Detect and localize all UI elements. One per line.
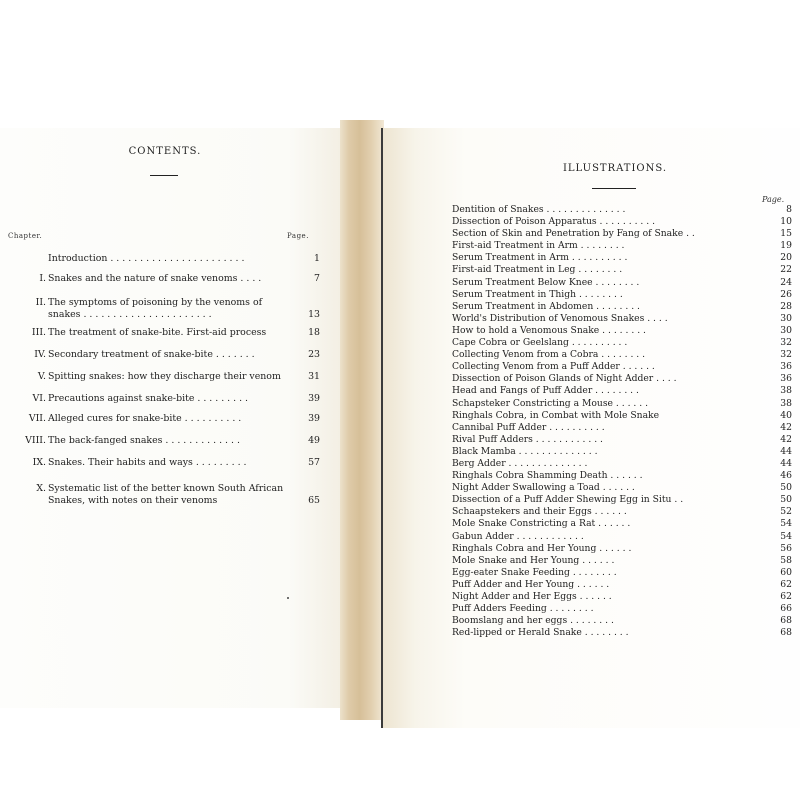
illustration-page-number: 19: [780, 240, 792, 252]
illustration-page-number: 26: [780, 288, 792, 300]
illustration-page-number: 44: [780, 457, 792, 469]
illustration-entry: [452, 337, 792, 349]
illustration-title: Collecting Venom from a Puff Adder . . . . . .: [452, 361, 655, 373]
chapter-number: IV.: [34, 349, 46, 360]
illustration-entry: [452, 410, 792, 422]
chapter-number: V.: [37, 371, 46, 382]
illustration-entry: [452, 216, 792, 228]
illustration-page-number: 60: [780, 566, 792, 578]
paper-speck: [287, 597, 289, 599]
chapter-number: VI.: [32, 393, 46, 404]
illustration-entry: [452, 494, 792, 506]
illustration-entry: [452, 349, 792, 361]
illustration-page-number: 42: [780, 421, 792, 433]
illustration-title: Dissection of Poison Glands of Night Adder . . . .: [452, 373, 677, 385]
illustration-title: Night Adder Swallowing a Toad . . . . . .: [452, 482, 635, 494]
illustration-title: Puff Adder and Her Young . . . . . .: [452, 578, 610, 590]
illustration-page-number: 38: [780, 397, 792, 409]
illustration-entry: [452, 240, 792, 252]
illustration-title: Cape Cobra or Geelslang . . . . . . . . . .: [452, 337, 628, 349]
illustrations-list: [452, 204, 792, 639]
illustration-entry: [452, 289, 792, 301]
chapter-title: The treatment of snake-bite. First-aid process: [48, 327, 267, 338]
chapter-title: Spitting snakes: how they discharge their venom: [48, 371, 281, 382]
chapter-title: Secondary treatment of snake-bite . . . . . . .: [48, 349, 255, 360]
illustrations-title-rule: [592, 188, 636, 189]
illustration-page-number: 30: [780, 324, 792, 336]
chapter-page-number: 1: [314, 253, 320, 264]
chapter-number: II.: [35, 297, 46, 308]
illustration-title: Night Adder and Her Eggs . . . . . .: [452, 591, 612, 602]
chapter-page-number: 31: [308, 371, 320, 382]
chapter-column-header: Chapter.: [8, 232, 43, 240]
illustration-title: Dissection of a Puff Adder Shewing Egg in Situ . .: [452, 494, 684, 506]
illustration-page-number: 20: [780, 252, 792, 264]
illustration-entry: [452, 506, 792, 518]
illustration-page-number: 30: [780, 312, 792, 324]
chapter-title: The back-fanged snakes . . . . . . . . . . . . .: [48, 435, 240, 446]
page-edge-line: [381, 128, 383, 728]
page-column-header: Page.: [287, 232, 309, 240]
illustration-page-number: 22: [780, 264, 792, 276]
illustration-page-number: 8: [786, 204, 792, 215]
chapter-page-number: 49: [308, 435, 320, 446]
illustration-entry: [452, 264, 792, 276]
illustration-title: Ringhals Cobra Shamming Death . . . . . .: [452, 470, 643, 482]
illustration-page-number: 62: [780, 578, 792, 590]
illustration-title: Rival Puff Adders . . . . . . . . . . . .: [452, 433, 603, 445]
illustration-page-number: 54: [780, 518, 792, 530]
illustration-page-number: 10: [780, 216, 792, 228]
illustration-entry: [452, 385, 792, 397]
illustration-entry: [452, 603, 792, 615]
chapter-page-number: 13: [308, 309, 320, 320]
illustration-page-number: 50: [780, 482, 792, 494]
illustration-page-number: 68: [780, 627, 792, 639]
chapter-number: IX.: [32, 457, 46, 468]
illustration-entry: [452, 204, 792, 216]
illustration-page-number: 54: [780, 530, 792, 542]
illustration-entry: [452, 277, 792, 289]
illustration-page-number: 15: [780, 228, 792, 240]
chapter-number: X.: [36, 483, 46, 494]
illustration-title: Schaapstekers and their Eggs . . . . . .: [452, 506, 627, 518]
illustration-entry: [452, 531, 792, 543]
illustration-page-number: 42: [780, 433, 792, 445]
illustration-title: Ringhals Cobra, in Combat with Mole Snake: [452, 409, 660, 421]
illustration-page-number: 40: [780, 409, 792, 421]
illustration-entry: [452, 228, 792, 240]
illustration-title: Serum Treatment in Abdomen . . . . . . . .: [452, 300, 640, 312]
illustration-title: Ringhals Cobra and Her Young . . . . . .: [452, 542, 632, 554]
illustration-entry: [452, 252, 792, 264]
illustration-entry: [452, 361, 792, 373]
illustration-title: Mole Snake and Her Young . . . . . .: [452, 554, 615, 566]
illustration-entry: [452, 434, 792, 446]
illustration-page-number: 32: [780, 349, 792, 361]
illustration-page-number: 56: [780, 542, 792, 554]
illustration-entry: [452, 470, 792, 482]
illustration-title: How to hold a Venomous Snake . . . . . . . .: [452, 324, 646, 336]
illustration-entry: [452, 458, 792, 470]
illustration-title: Egg-eater Snake Feeding . . . . . . . .: [452, 566, 617, 578]
illustration-page-number: 36: [780, 361, 792, 373]
illustration-title: Serum Treatment in Thigh . . . . . . . .: [452, 288, 623, 300]
illustration-page-number: 62: [780, 591, 792, 602]
chapter-page-number: 65: [308, 495, 320, 506]
chapter-page-number: 7: [314, 273, 320, 284]
illustration-page-number: 58: [780, 554, 792, 566]
chapter-title: Snakes. Their habits and ways . . . . . . . . .: [48, 457, 247, 468]
illustration-page-number: 46: [780, 470, 792, 482]
illustration-page-number: 66: [780, 603, 792, 615]
chapter-page-number: 23: [308, 349, 320, 360]
contents-title-rule: [150, 175, 178, 176]
illustration-title: Dentition of Snakes . . . . . . . . . . . . . .: [452, 204, 626, 215]
chapter-page-number: 39: [308, 393, 320, 404]
chapter-title: The symptoms of poisoning by the venoms of snakes . . . . . . . . . . . . . . . . . . . . . .: [48, 297, 263, 320]
illustration-title: Head and Fangs of Puff Adder . . . . . . . .: [452, 385, 639, 397]
illustration-page-number: 36: [780, 373, 792, 385]
illustration-title: Black Mamba . . . . . . . . . . . . . .: [452, 445, 598, 457]
chapter-page-number: 57: [308, 457, 320, 468]
illustration-page-number: 68: [780, 615, 792, 627]
illustration-entry: [452, 615, 792, 627]
illustration-page-number: 32: [780, 337, 792, 349]
illustration-page-number: 50: [780, 494, 792, 506]
illustrations-page-header: Page.: [762, 195, 785, 204]
illustration-entry: [452, 591, 792, 603]
illustration-title: World's Distribution of Venomous Snakes . . . .: [452, 312, 668, 324]
illustration-entry: [452, 482, 792, 494]
illustration-title: First-aid Treatment in Leg . . . . . . . .: [452, 264, 623, 276]
illustration-entry: [452, 398, 792, 410]
illustration-entry: [452, 325, 792, 337]
illustration-entry: [452, 518, 792, 530]
illustration-page-number: 44: [780, 445, 792, 457]
illustration-entry: [452, 446, 792, 458]
illustration-title: Cannibal Puff Adder . . . . . . . . . .: [452, 421, 605, 433]
chapter-title: Precautions against snake-bite . . . . . . . . .: [48, 393, 249, 404]
illustration-entry: [452, 301, 792, 313]
illustration-entry: [452, 373, 792, 385]
illustration-page-number: 38: [780, 385, 792, 397]
illustration-page-number: 28: [780, 300, 792, 312]
illustration-entry: [452, 579, 792, 591]
chapter-page-number: 18: [308, 327, 320, 338]
illustration-title: Mole Snake Constricting a Rat . . . . . .: [452, 518, 631, 530]
illustration-entry: [452, 313, 792, 325]
chapter-title: Introduction . . . . . . . . . . . . . . . . . . . . . . .: [48, 253, 245, 264]
illustration-entry: [452, 567, 792, 579]
illustration-title: Dissection of Poison Apparatus . . . . . . . . . .: [452, 216, 656, 228]
illustration-title: Serum Treatment in Arm . . . . . . . . . .: [452, 252, 628, 264]
chapter-title: Systematic list of the better known South African Snakes, with notes on their venoms: [48, 483, 284, 506]
chapter-title: Alleged cures for snake-bite . . . . . . . . . .: [48, 413, 242, 424]
chapter-number: VII.: [28, 413, 46, 424]
illustration-title: Section of Skin and Penetration by Fang of Snake . .: [452, 228, 695, 240]
illustration-page-number: 24: [780, 276, 792, 288]
illustration-entry: [452, 543, 792, 555]
illustration-entry: [452, 555, 792, 567]
chapter-number: III.: [31, 327, 46, 338]
chapter-page-number: 39: [308, 413, 320, 424]
illustration-entry: [452, 627, 792, 639]
illustration-title: Collecting Venom from a Cobra . . . . . . . .: [452, 349, 646, 361]
illustration-title: Berg Adder . . . . . . . . . . . . . .: [452, 457, 588, 469]
contents-title: CONTENTS.: [128, 146, 202, 157]
illustrations-title: ILLUSTRATIONS.: [562, 163, 668, 174]
illustration-title: Schapsteker Constricting a Mouse . . . . . .: [452, 397, 649, 409]
illustration-page-number: 52: [780, 506, 792, 518]
page-gutter-stain: [340, 120, 384, 720]
illustration-title: Boomslang and her eggs . . . . . . . .: [452, 615, 614, 627]
chapter-number: VIII.: [25, 435, 46, 446]
illustration-title: First-aid Treatment in Arm . . . . . . . .: [452, 240, 625, 252]
illustration-title: Serum Treatment Below Knee . . . . . . . .: [452, 276, 640, 288]
chapter-title: Snakes and the nature of snake venoms . . . .: [48, 273, 262, 284]
illustration-title: Gabun Adder . . . . . . . . . . . .: [452, 530, 584, 542]
illustration-title: Red-lipped or Herald Snake . . . . . . . .: [452, 627, 629, 639]
chapter-number: I.: [39, 273, 46, 284]
illustration-entry: [452, 422, 792, 434]
illustration-title: Puff Adders Feeding . . . . . . . .: [452, 603, 594, 615]
